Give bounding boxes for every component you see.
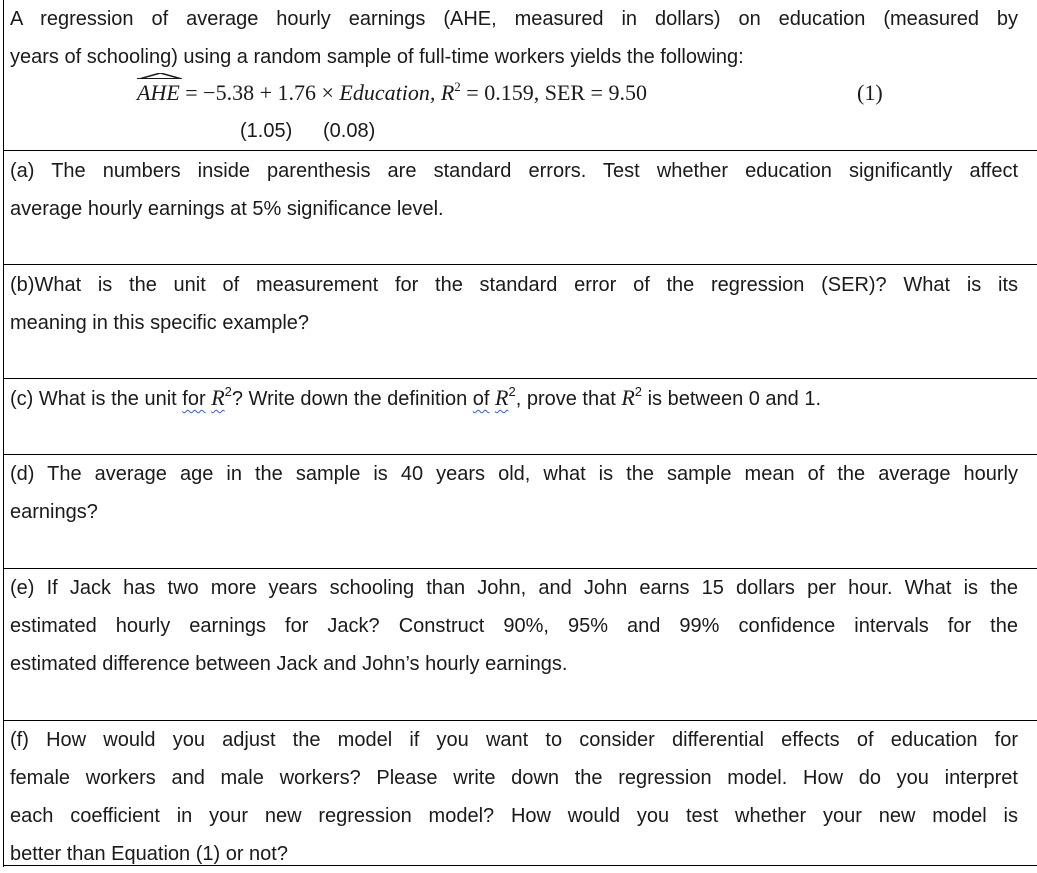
question-b-line-2: meaning in this specific example? (10, 312, 310, 334)
divider (3, 264, 1037, 265)
question-d-line-1: (d) The average age in the sample is 40 years old, what is the sample mean of the average hourly (10, 463, 1018, 485)
question-a (10, 152, 1018, 228)
se-slope: (0.08) (323, 120, 376, 142)
divider (3, 865, 1037, 866)
question-a-line-2: average hourly earnings at 5% significance level. (10, 198, 444, 220)
question-b (10, 266, 1018, 342)
intro-paragraph (10, 0, 1018, 76)
question-d (10, 455, 1018, 531)
question-e-line-2: estimated hourly earnings for Jack? Construct 90%, 95% and 99% confidence intervals for the (10, 615, 1018, 637)
left-border (3, 0, 4, 867)
question-b-line-1: (b)What is the unit of measurement for the standard error of the regression (SER)? What is its (10, 274, 1018, 296)
question-e-line-1: (e) If Jack has two more years schooling than John, and John earns 15 dollars per hour. What is the (10, 577, 1018, 599)
intro-line-1: A regression of average hourly earnings (AHE, measured in dollars) on education (measured by (10, 8, 1018, 30)
equation-lhs: AHE (137, 80, 180, 106)
question-f-line-3: each coefficient in your new regression model? How would you test whether your new model is (10, 805, 1018, 827)
equation-r2-rest: = 0.159, SER = 9.50 (460, 80, 647, 105)
underlined-of: of (472, 388, 490, 410)
divider (3, 150, 1037, 151)
intro-line-2: years of schooling) using a random sample of full-time workers yields the following: (10, 46, 744, 68)
se-intercept: (1.05) (240, 120, 293, 142)
question-f-line-2: female workers and male workers? Please write down the regression model. How do you interpret (10, 767, 1018, 789)
question-e-line-3: estimated difference between Jack and John’s hourly earnings. (10, 653, 568, 675)
equation-r2-prefix: , R (429, 80, 455, 105)
equation-rhs: = −5.38 + 1.76 × (185, 80, 340, 105)
question-f-line-1: (f) How would you adjust the model if you want to consider differential effects of education for (10, 729, 1018, 751)
question-c-line-1: (c) What is the unit for $R^2$? Write down the definition of $R^2$, prove that $R^2$ is between 0 and 1. (10, 384, 822, 410)
question-e (10, 569, 1018, 683)
hat-icon (139, 73, 182, 79)
question-d-line-2: earnings? (10, 501, 98, 523)
equation-var: Education (339, 80, 430, 105)
equation-r2-sup: 2 (454, 79, 461, 94)
question-f (10, 721, 1018, 873)
question-f-line-4: better than Equation (1) or not? (10, 843, 288, 865)
regression-equation (137, 80, 647, 106)
equation-number: (1) (857, 80, 883, 105)
question-c (10, 379, 1018, 418)
question-a-line-1: (a) The numbers inside parenthesis are standard errors. Test whether education significantly affect (10, 160, 1018, 182)
underlined-for: for (182, 388, 206, 410)
